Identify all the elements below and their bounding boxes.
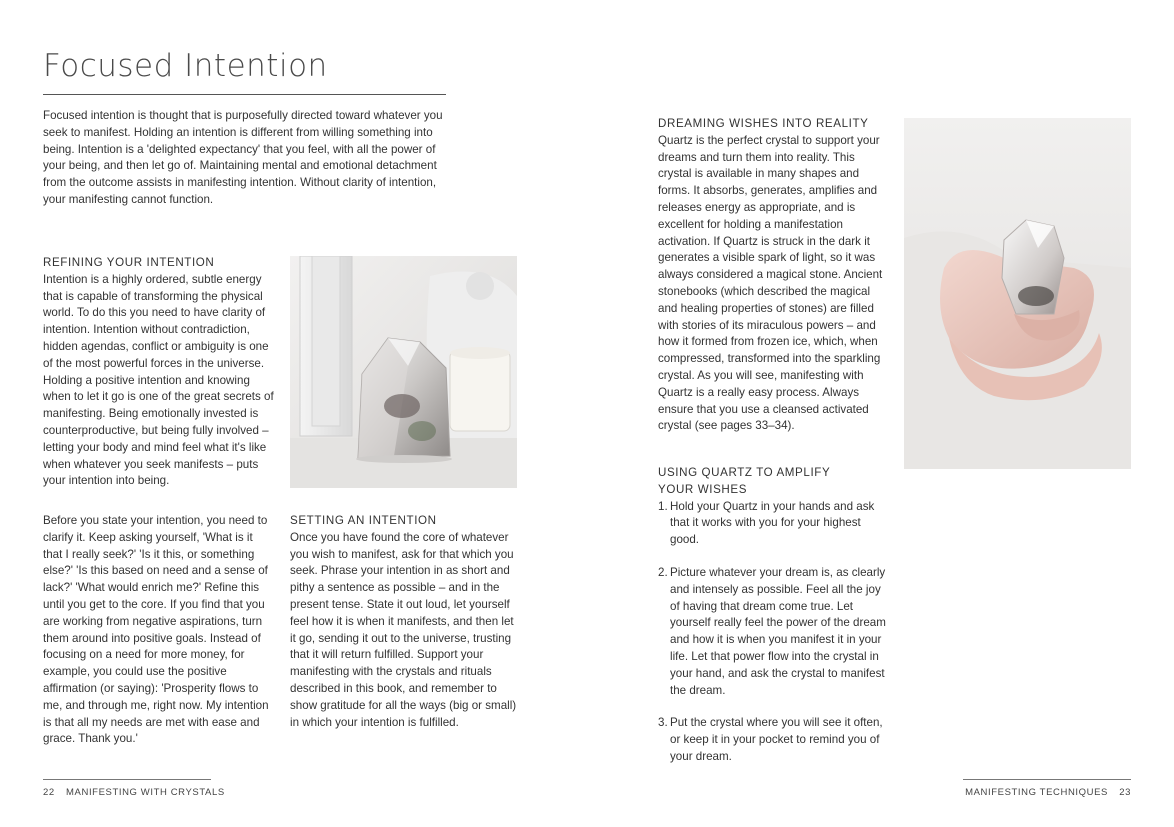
page-number-right: 23 bbox=[1119, 787, 1131, 798]
step-text: Hold your Quartz in your hands and ask that it works with you for your highest good. bbox=[670, 499, 875, 547]
step-text: Put the crystal where you will see it often, or keep it in your pocket to remind you of your dream. bbox=[670, 716, 883, 763]
step-number: 1. bbox=[658, 499, 668, 513]
using-quartz-section bbox=[658, 465, 890, 782]
dreaming-paragraph: Quartz is the perfect crystal to support your dreams and turn them into reality. This crystal is available in many shapes and forms. It absorbs, generates, amplifies and releases energy as appropriate, and is excellent for holding a manifestation activation. If Quartz is struck in the dark it generates a visible spark of light, so it was always considered a magical stone. Ancient stonebooks (which described the magical and healing properties of stones) are filled with stories of its miraculous powers – and how it formed from frozen ice, which, when compressed, transformed into the sparkling crystal. As you will see, manifesting with Quartz is a really easy process. Always ensure that you use a cleansed activated crystal (see pages 33–34). bbox=[658, 133, 883, 433]
list-item bbox=[658, 565, 890, 699]
setting-paragraph: Once you have found the core of whatever you wish to manifest, ask for that which you seek. Phrase your intention in as short and pithy a sentence as possible – and in the present tense. State it out loud, let yourself feel how it is when it manifests, and then let it go, sending it out to the universe, trusting that it will return fulfilled. Support your manifesting with the crystals and rituals described in this book, and remember to show gratitude for all the ways (big or small) in which your intention is fulfilled. bbox=[290, 530, 517, 729]
title-divider bbox=[43, 94, 446, 95]
running-head-right: MANIFESTING TECHNIQUES bbox=[965, 787, 1108, 798]
intro-paragraph: Focused intention is thought that is purposefully directed toward whatever you seek to manifest. Holding an intention is different from willing something into being. Intention is a 'delighted expectancy' that you feel, with all the power of your being, and then let go of. Maintaining mental and emotional detachment from the outcome assists in manifesting intention. Without clarity of intention, your manifesting cannot function. bbox=[43, 109, 443, 206]
list-item bbox=[658, 715, 890, 765]
page-title: Focused Intention bbox=[43, 48, 328, 84]
using-heading-line-2: YOUR WISHES bbox=[658, 482, 748, 496]
step-number: 3. bbox=[658, 716, 668, 730]
hands-holding-crystal-photo bbox=[904, 118, 1131, 469]
quartz-point-illustration bbox=[290, 256, 517, 488]
list-item bbox=[658, 499, 890, 549]
footer-right bbox=[965, 787, 1131, 798]
footer-left bbox=[43, 787, 225, 798]
step-number: 2. bbox=[658, 565, 668, 579]
footer-divider-left bbox=[43, 779, 211, 780]
page-number-left: 22 bbox=[43, 787, 55, 798]
quartz-point-photo bbox=[290, 256, 517, 488]
steps-list bbox=[658, 499, 890, 766]
hands-crystal-illustration bbox=[904, 118, 1131, 469]
running-head-left: MANIFESTING WITH CRYSTALS bbox=[66, 787, 225, 798]
refining-heading: REFINING YOUR INTENTION bbox=[43, 256, 215, 269]
step-text: Picture whatever your dream is, as clearly and intensely as possible. Feel all the joy of having that dream come true. Let yourself really feel the power of the dream and how it is when you manifest it in your life. Let that power flow into the crystal in your hand, and ask the crystal to manifest the dream. bbox=[670, 565, 886, 697]
refining-paragraph-1: Intention is a highly ordered, subtle energy that is capable of transforming the physical world. To do this you need to have clarity of intention. Intention without contradiction, hidden agendas, conflict or ambiguity is one of the most powerful forces in the universe. Holding a positive intention and knowing when to let it go is one of the great secrets of manifesting. Being emotionally invested is counterproductive, but being fully involved – letting your body and mind feel what it's like when whatever you seek manifests – puts your intention into being. bbox=[43, 272, 274, 488]
footer-divider-right bbox=[963, 779, 1131, 780]
using-heading-line-1: USING QUARTZ TO AMPLIFY bbox=[658, 466, 831, 479]
dreaming-heading: DREAMING WISHES INTO REALITY bbox=[658, 117, 869, 130]
setting-heading: SETTING AN INTENTION bbox=[290, 514, 437, 527]
setting-section bbox=[290, 513, 520, 731]
refining-paragraph-2: Before you state your intention, you need to clarify it. Keep asking yourself, 'What is it that I really seek?' 'Is it this, or something else?' 'Is this based on need and a sense of lack?' 'What would enrich me?' Refine this until you get to the core. If you find that you are working from negative aspirations, turn them around into positive goals. Instead of focusing on a need for more money, for example, you could use the positive affirmation (or saying): 'Prosperity flows to me, and through me, right now. My intention is that all my needs are met with ease and grace. Thank you.' bbox=[43, 514, 269, 746]
dreaming-section bbox=[658, 116, 890, 435]
refining-section bbox=[43, 255, 275, 490]
